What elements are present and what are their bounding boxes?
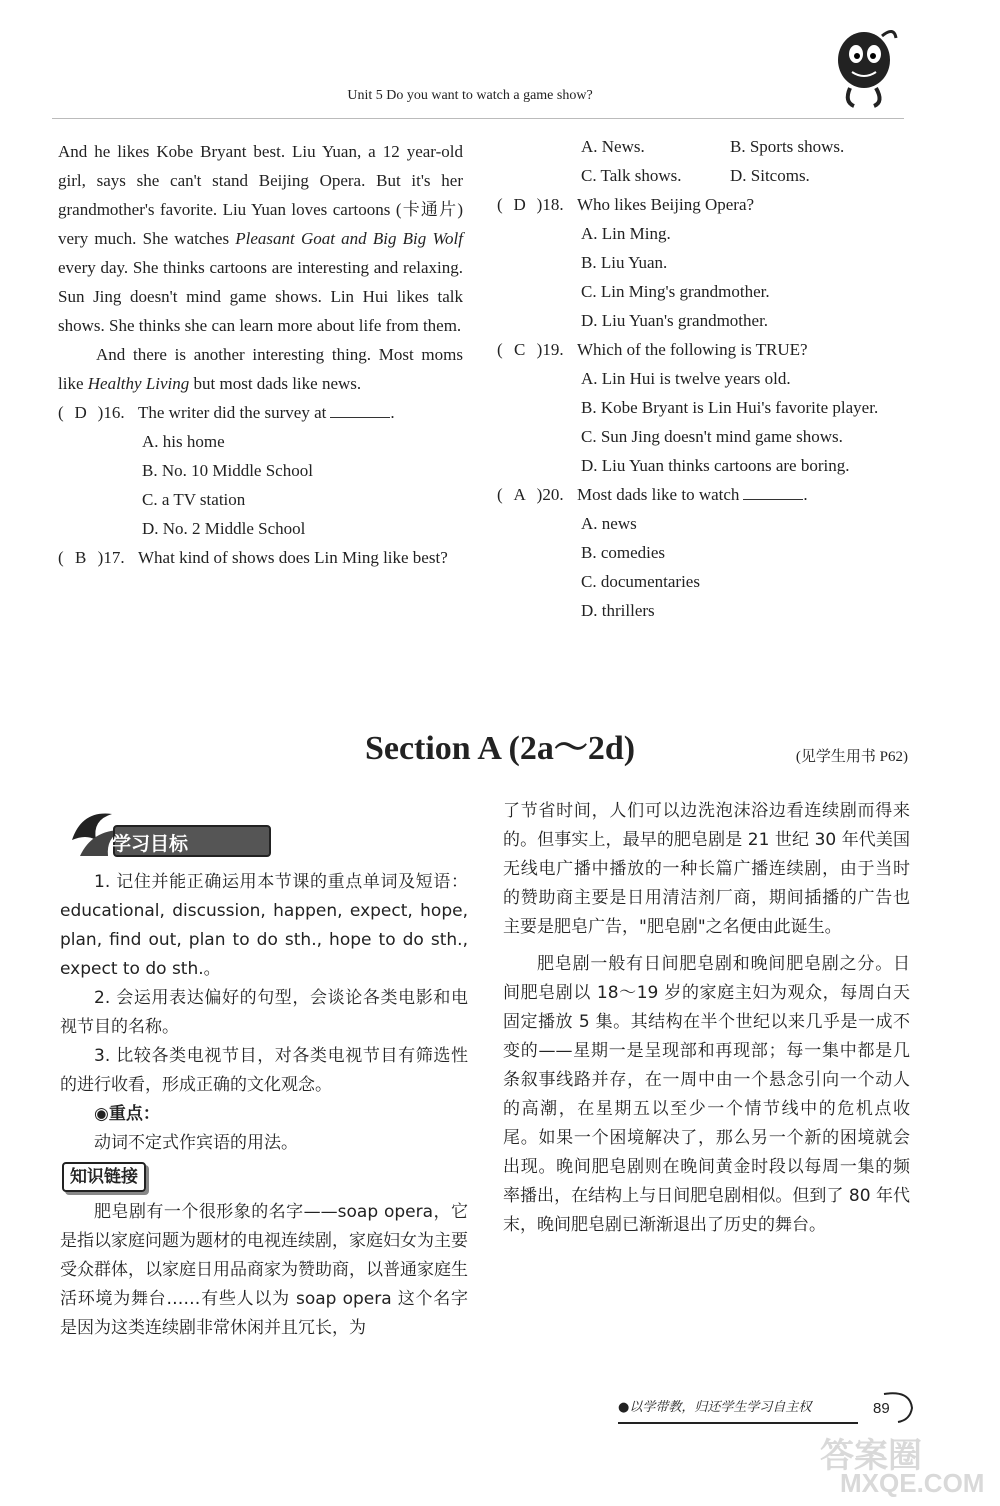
questions-column-right — [497, 132, 917, 625]
option: D. Liu Yuan's grandmother. — [581, 311, 769, 330]
question-20: ( A )20. Most dads like to watch . A. news B. comedies C. documentaries D. thrillers — [497, 480, 917, 625]
option: C. Lin Ming's grandmother. — [581, 282, 770, 301]
answer-slot: ( C )19. — [497, 340, 564, 359]
option: C. Sun Jing doesn't mind game shows. — [581, 427, 843, 446]
knowledge-paragraph: 肥皂剧一般有日间肥皂剧和晚间肥皂剧之分。日间肥皂剧以 18～19 岁的家庭主妇为观众，每周白天固定播放 5 集。其结构在半个世纪以来几乎是一成不变的——星期一是呈现部和再现部；每一集中都是几条叙事线路并存，在一周中由一个悬念引向一个动人的高潮，在星期五以至少一个情节线中的危机点收尾。如果一个困境解决了，那么另一个新的困境就会出现。晚间肥皂剧则在晚间黄金时段以每周一集的频率播出，在结构上与日间肥皂剧相似。但到了 80 年代末，晚间肥皂剧已渐渐退出了历史的舞台。 — [503, 954, 910, 1235]
option: B. comedies — [581, 543, 666, 562]
fill-blank — [743, 499, 803, 500]
answer-slot: ( D )16. — [58, 403, 125, 422]
option: C. a TV station — [142, 490, 246, 509]
page-number: 89 — [873, 1400, 890, 1417]
question-19: ( C )19. Which of the following is TRUE? A. Lin Hui is twelve years old. B. Kobe Bryant is Lin Hui's favorite player. C. Sun Jing doesn't mind game shows. D. Liu Yuan thinks cartoons are boring. — [497, 335, 917, 480]
footer-slogan: ●以学带教，归还学生学习自主权 — [618, 1396, 900, 1415]
running-header: Unit 5 Do you want to watch a game show? — [347, 88, 593, 103]
question-18: ( D )18. Who likes Beijing Opera? A. Lin Ming. B. Liu Yuan. C. Lin Ming's grandmother. D. Liu Yuan's grandmother. — [497, 190, 917, 335]
knowledge-column-right — [503, 797, 910, 1240]
option-row — [497, 161, 917, 190]
option: D. thrillers — [581, 601, 655, 620]
question-17: ( B )17. What kind of shows does Lin Ming like best? — [58, 543, 463, 572]
option: A. Lin Hui is twelve years old. — [581, 369, 791, 388]
header-divider — [52, 118, 904, 119]
section-title: Section A (2a～2d) — [364, 730, 636, 767]
key-point-label: ◉重点： — [94, 1104, 160, 1124]
option: D. Liu Yuan thinks cartoons are boring. — [581, 456, 850, 475]
reading-paragraph: And there is another interesting thing. Most moms like Healthy Living but most dads like news. — [58, 345, 463, 393]
option: B. Liu Yuan. — [581, 253, 668, 272]
option: D. Sitcoms. — [730, 166, 810, 185]
reading-column-left — [58, 137, 463, 572]
watermark-url: MXQE.COM — [840, 1468, 985, 1498]
question-16: ( D )16. The writer did the survey at . A. his home B. No. 10 Middle School C. a TV station D. No. 2 Middle School — [58, 398, 463, 543]
textbook-reference: (见学生用书 P62) — [795, 749, 908, 765]
key-point-text: 动词不定式作宾语的用法。 — [94, 1133, 298, 1153]
goal-item: 2. 会运用表达偏好的句型，会谈论各类电影和电视节目的名称。 — [60, 988, 468, 1037]
knowledge-paragraph: 了节省时间，人们可以边洗泡沫浴边看连续剧而得来的。但事实上，最早的肥皂剧是 21 世纪 30 年代美国无线电广播中播放的一种长篇广播连续剧，由于当时的赞助商主要是日用清洁剂厂商，期间插播的广告也主要是肥皂广告，"肥皂剧"之名便由此诞生。 — [503, 801, 910, 937]
option: D. No. 2 Middle School — [142, 519, 306, 538]
option: C. Talk shows. — [581, 166, 682, 185]
option: B. Sports shows. — [730, 137, 845, 156]
mascot-icon — [830, 18, 900, 110]
option: A. Lin Ming. — [581, 224, 671, 243]
swirl-ornament-icon — [880, 1386, 920, 1426]
option: A. his home — [142, 432, 225, 451]
knowledge-link-label: 知识链接 — [62, 1162, 146, 1192]
learning-goals-label: 学习目标 — [112, 833, 189, 855]
option-row — [497, 132, 917, 161]
fill-blank — [330, 417, 390, 418]
option: C. documentaries — [581, 572, 700, 591]
option: A. news — [581, 514, 637, 533]
knowledge-paragraph: 肥皂剧有一个很形象的名字——soap opera，它是指以家庭问题为题材的电视连续剧，家庭妇女为主要受众群体，以家庭日用品商家为赞助商，以普通家庭生活环境为舞台……有些人以为 soap opera 这个名字是因为这类连续剧非常休闲并且冗长，为 — [60, 1202, 468, 1338]
answer-slot: ( D )18. — [497, 195, 564, 214]
watermark-logo: 答案圈 — [820, 1437, 922, 1475]
answer-slot: ( A )20. — [497, 485, 564, 504]
answer-slot: ( B )17. — [58, 548, 125, 567]
option: B. Kobe Bryant is Lin Hui's favorite player. — [581, 398, 879, 417]
footer-rule — [618, 1422, 858, 1424]
reading-paragraph: And he likes Kobe Bryant best. Liu Yuan, a 12 year-old girl, says she can't stand Beijing Opera. But it's her grandmother's favorite. Liu Yuan loves cartoons (卡通片) very much. She watches Pleasant Goat and Big Big Wolf every day. She thinks cartoons are interesting and relaxing. Sun Jing doesn't mind game shows. Lin Hui likes talk shows. She thinks she can learn more about life from them. — [58, 142, 463, 335]
goal-item: 3. 比较各类电视节目，对各类电视节目有筛选性的进行收看，形成正确的文化观念。 — [60, 1046, 468, 1095]
option: A. News. — [581, 137, 645, 156]
goal-item: 1. 记住并能正确运用本节课的重点单词及短语：educational, discussion, happen, expect, hope, plan, find out, plan to do sth., hope to do sth., expect to do sth.。 — [60, 872, 468, 979]
learning-goals-column — [60, 868, 468, 1343]
option: B. No. 10 Middle School — [142, 461, 313, 480]
